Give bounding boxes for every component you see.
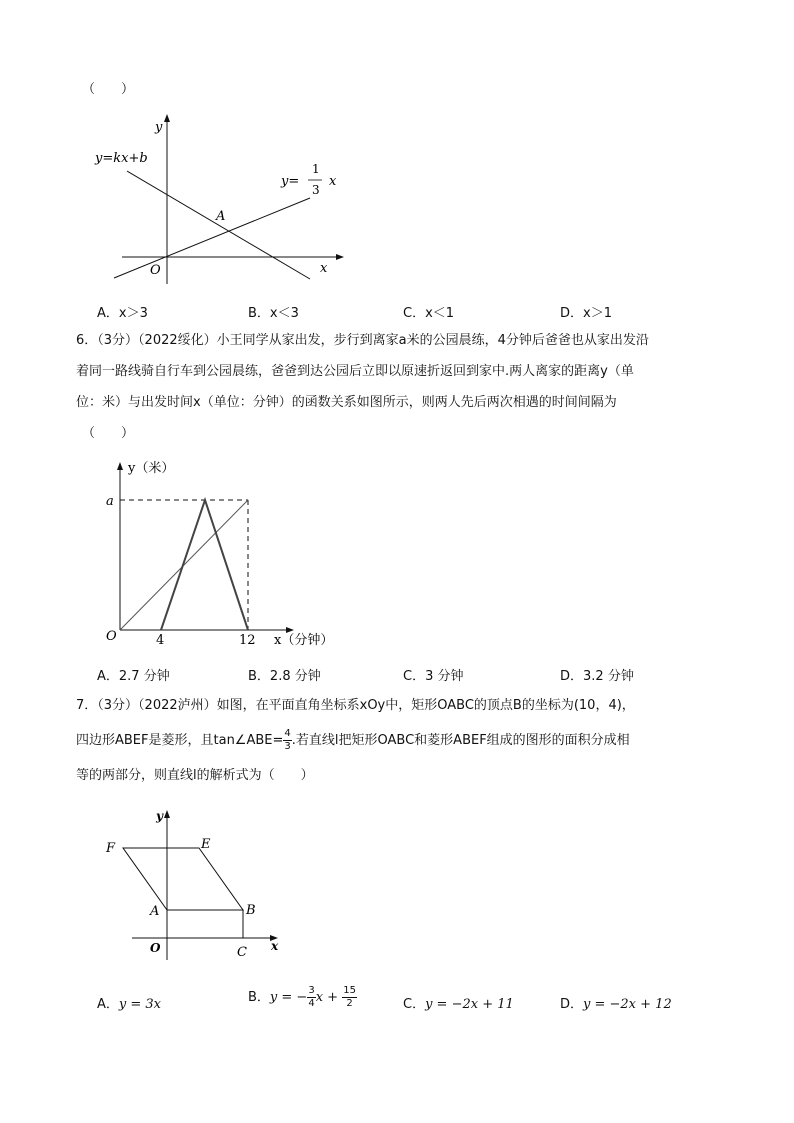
q7-option-a-prefix: A．	[97, 997, 119, 1012]
q7-y-arrow	[164, 810, 170, 818]
q5-option-d[interactable]: D．x＞1	[560, 306, 612, 321]
q7-option-b-frac1	[307, 985, 315, 1010]
q7-option-a[interactable]	[97, 993, 161, 1012]
q6-graph	[100, 452, 340, 652]
q7-option-b-prefix: B．	[248, 990, 270, 1005]
q7-option-b[interactable]	[248, 984, 357, 1012]
q6-stem-line2: 着同一路线骑自行车到公园晨练，爸爸到达公园后立即以原速折返回到家中.两人离家的距离y（单	[76, 364, 634, 379]
q6-y-arrow	[117, 462, 123, 470]
q7-option-b-mid: x +	[315, 990, 339, 1005]
q7-option-c[interactable]	[403, 993, 514, 1012]
q5-option-a[interactable]: A．x＞3	[97, 306, 148, 321]
q6-stem-line3: 位：米）与出发时间x（单位：分钟）的函数关系如图所示，则两人先后两次相遇的时间间隔为	[76, 395, 617, 410]
q7-graph	[95, 800, 295, 965]
q7-option-b-frac2	[342, 985, 357, 1010]
q7-rhombus-abef	[123, 848, 243, 910]
q7-stem-line3: 等的两部分，则直线l的解析式为（ ）	[76, 768, 314, 783]
q7-option-d-expr: y = −2x + 12	[583, 997, 672, 1012]
q7-option-a-expr: y = 3x	[118, 997, 162, 1012]
q6-answer-bracket: （ ）	[82, 426, 135, 441]
q7-point-f-label: F	[106, 841, 116, 856]
q5-y-arrow	[164, 114, 170, 122]
q5-point-a-label: A	[216, 209, 226, 224]
q5-option-c[interactable]: C．x＜1	[403, 306, 455, 321]
q5-y-label: y	[155, 120, 163, 135]
q7-option-d-prefix: D．	[560, 997, 584, 1012]
q5-line2-frac-den: 3	[312, 183, 320, 197]
q5-line1-label: y=kx+b	[95, 151, 148, 166]
q6-tick-4: 4	[156, 633, 165, 648]
q5-x-label: x	[320, 261, 328, 276]
q7-option-b-pre: y = −	[269, 990, 308, 1005]
q6-option-c[interactable]: C．3 分钟	[403, 669, 464, 684]
q7-option-d[interactable]	[560, 993, 672, 1012]
q5-line2-suffix: x	[329, 174, 337, 189]
q5-graph	[85, 108, 345, 288]
q5-origin-label: O	[150, 263, 161, 278]
q6-stem-line1: 6．（3分）（2022绥化）小王同学从家出发，步行到离家a米的公园晨练，4分钟后爸爸也从家出发沿	[76, 333, 649, 348]
q6-a-label: a	[106, 494, 114, 509]
q7-stem-line1: 7．（3分）（2022泸州）如图，在平面直角坐标系xOy中，矩形OABC的顶点B的坐标为(10，4)，	[76, 698, 635, 713]
q6-x-label: x（分钟）	[274, 633, 334, 648]
q7-rectangle-oabc	[167, 910, 243, 938]
q6-tick-12: 12	[239, 633, 256, 648]
q5-line2-prefix: y=	[281, 174, 300, 189]
q7-stem-line2-post: .若直线l把矩形OABC和菱形ABEF组成的图形的面积分成相	[291, 733, 630, 748]
q7-tan-frac-num: 4	[284, 728, 291, 739]
q6-origin-label: O	[106, 629, 117, 644]
q7-stem-line2	[76, 727, 630, 755]
q5-line2-frac-num: 1	[312, 162, 320, 176]
q5-line-one-third-x	[114, 198, 310, 278]
q7-option-c-prefix: C．	[403, 997, 426, 1012]
q5-option-b[interactable]: B．x＜3	[248, 306, 299, 321]
q6-father-line	[161, 500, 248, 630]
q6-option-b[interactable]: B．2.8 分钟	[248, 669, 321, 684]
q7-option-b-frac1-den: 4	[308, 998, 315, 1009]
q7-option-b-frac1-num: 3	[308, 985, 315, 996]
q7-point-a-label: A	[150, 904, 160, 919]
q7-origin-label: O	[150, 941, 161, 955]
q7-option-b-frac2-num: 15	[343, 985, 356, 996]
q7-tan-fraction	[283, 728, 291, 753]
q7-option-b-frac2-den: 2	[346, 998, 353, 1009]
q7-x-label: x	[271, 939, 279, 953]
q6-option-d[interactable]: D．3.2 分钟	[560, 669, 634, 684]
q7-y-label: y	[156, 809, 163, 823]
q7-stem-line2-pre: 四边形ABEF是菱形，且tan∠ABE=	[76, 733, 284, 748]
q5-answer-bracket: （ ）	[82, 82, 135, 97]
q7-point-e-label: E	[201, 837, 211, 852]
q5-x-arrow	[336, 254, 344, 260]
q6-option-a[interactable]: A．2.7 分钟	[97, 669, 170, 684]
q7-point-c-label: C	[237, 945, 247, 960]
q7-point-b-label: B	[246, 903, 256, 918]
q6-y-label: y（米）	[128, 461, 175, 476]
q7-option-c-expr: y = −2x + 11	[425, 997, 514, 1012]
q7-tan-frac-den: 3	[284, 741, 291, 752]
